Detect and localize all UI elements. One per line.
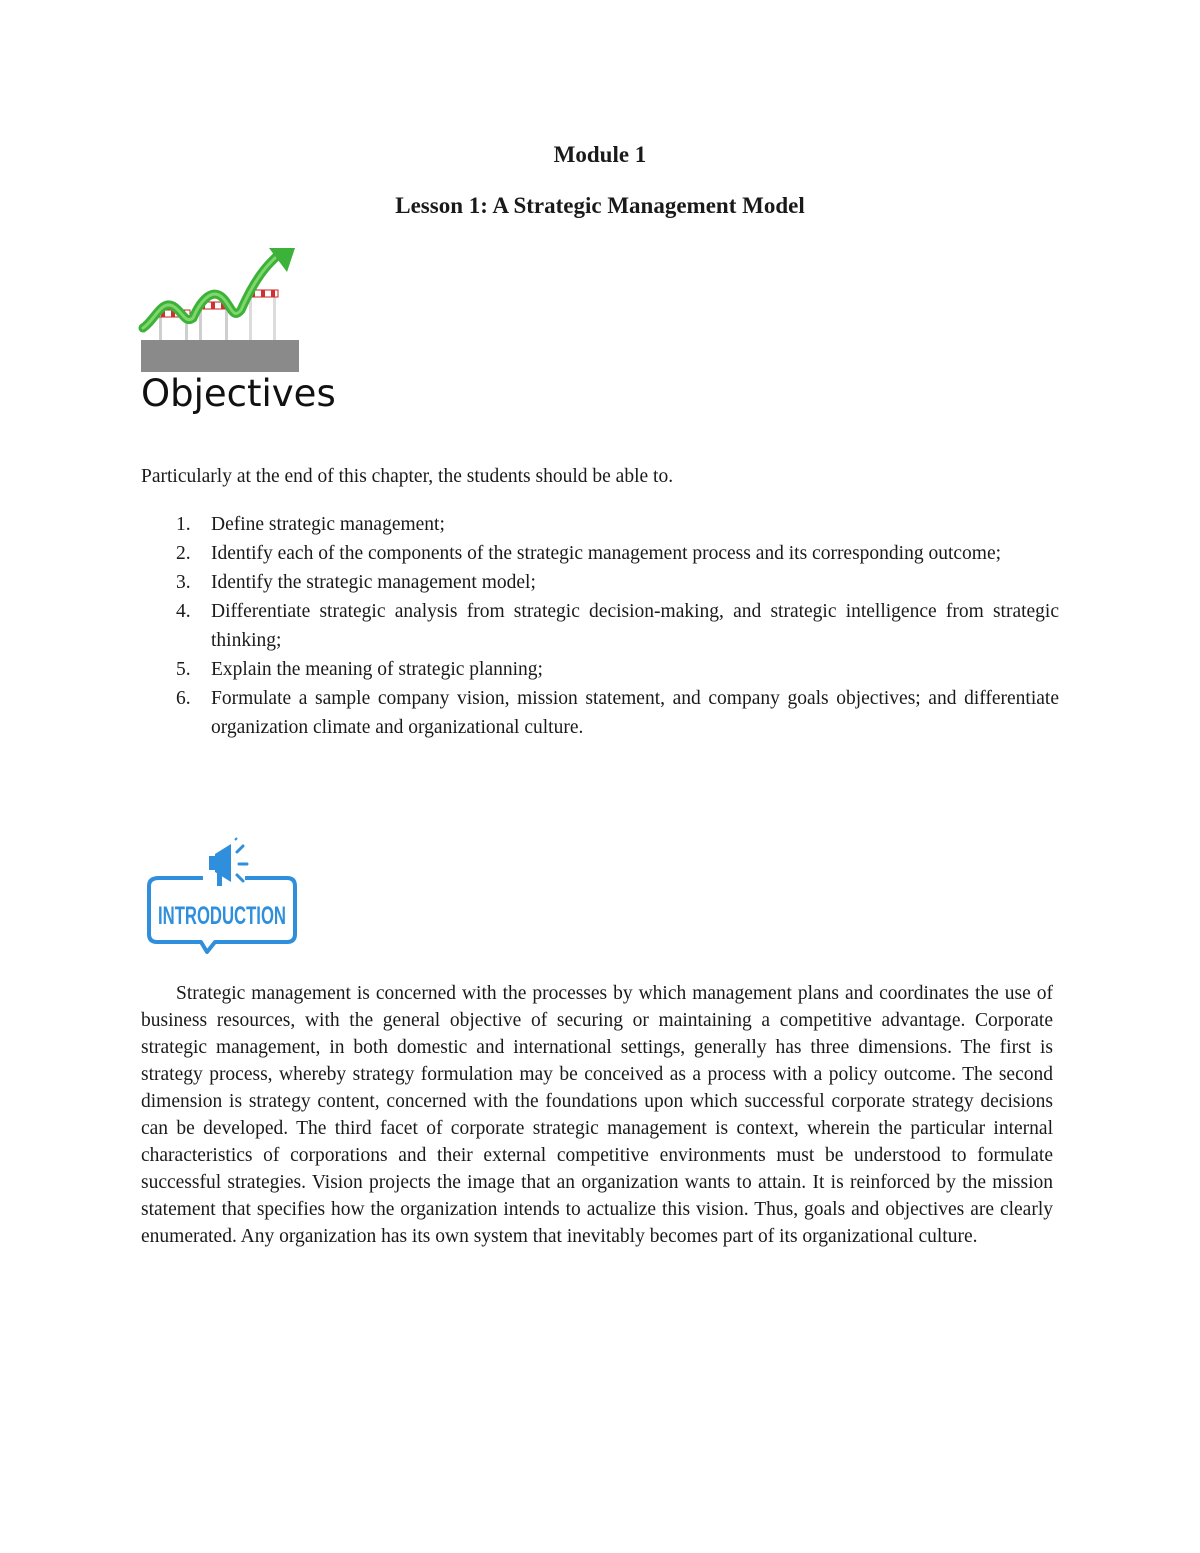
- megaphone-icon: [209, 838, 247, 886]
- list-number: 2.: [176, 543, 191, 564]
- list-item-text: Formulate a sample company vision, mission statement, and company goals objectives; and differentiate organization climate and organizational culture.: [211, 688, 1059, 738]
- objectives-intro: Particularly at the end of this chapter, the students should be able to.: [141, 466, 674, 487]
- list-item: [141, 568, 1059, 597]
- objectives-heading: Objectives: [141, 372, 336, 415]
- introduction-badge-label: INTRODUCTION: [158, 901, 286, 931]
- list-item-text: Explain the meaning of strategic planning;: [211, 659, 543, 680]
- objectives-list: [141, 510, 1059, 742]
- list-item: [141, 684, 1059, 742]
- list-number: 6.: [176, 688, 191, 709]
- list-number: 5.: [176, 659, 191, 680]
- introduction-paragraph: Strategic management is concerned with the processes by which management plans and coordinates the use of business resources, with the general objective of securing or maintaining a competitive advantage. Corporate strategic management, in both domestic and international settings, generally has three dimensions. The first is strategy process, whereby strategy formulation may be conceived as a process with a policy outcome. The second dimension is strategy content, concerned with the foundations upon which successful corporate strategy decisions can be developed. The third facet of corporate strategic management is context, wherein the particular internal characteristics of corporations and their external competitive environments must be understood to formulate successful strategies. Vision projects the image that an organization wants to attain. It is reinforced by the mission statement that specifies how the organization intends to actualize this vision. Thus, goals and objectives are clearly enumerated. Any organization has its own system that inevitably becomes part of its organizational culture.: [141, 983, 1053, 1247]
- list-number: 4.: [176, 601, 191, 622]
- list-number: 1.: [176, 514, 191, 535]
- lesson-title: Lesson 1: A Strategic Management Model: [395, 193, 805, 218]
- hurdles-arrow-icon: [141, 244, 301, 376]
- list-item: [141, 597, 1059, 655]
- list-number: 3.: [176, 572, 191, 593]
- list-item-text: Define strategic management;: [211, 514, 445, 535]
- list-item: [141, 539, 1059, 568]
- list-item-text: Identify the strategic management model;: [211, 572, 536, 593]
- list-item: [141, 655, 1059, 684]
- list-item-text: Differentiate strategic analysis from strategic decision-making, and strategic intelligence from strategic thinking;: [211, 601, 1059, 651]
- introduction-badge: [145, 838, 301, 954]
- module-title: Module 1: [553, 142, 647, 167]
- list-item: [141, 510, 1059, 539]
- list-item-text: Identify each of the components of the strategic management process and its corresponding outcome;: [211, 543, 1002, 564]
